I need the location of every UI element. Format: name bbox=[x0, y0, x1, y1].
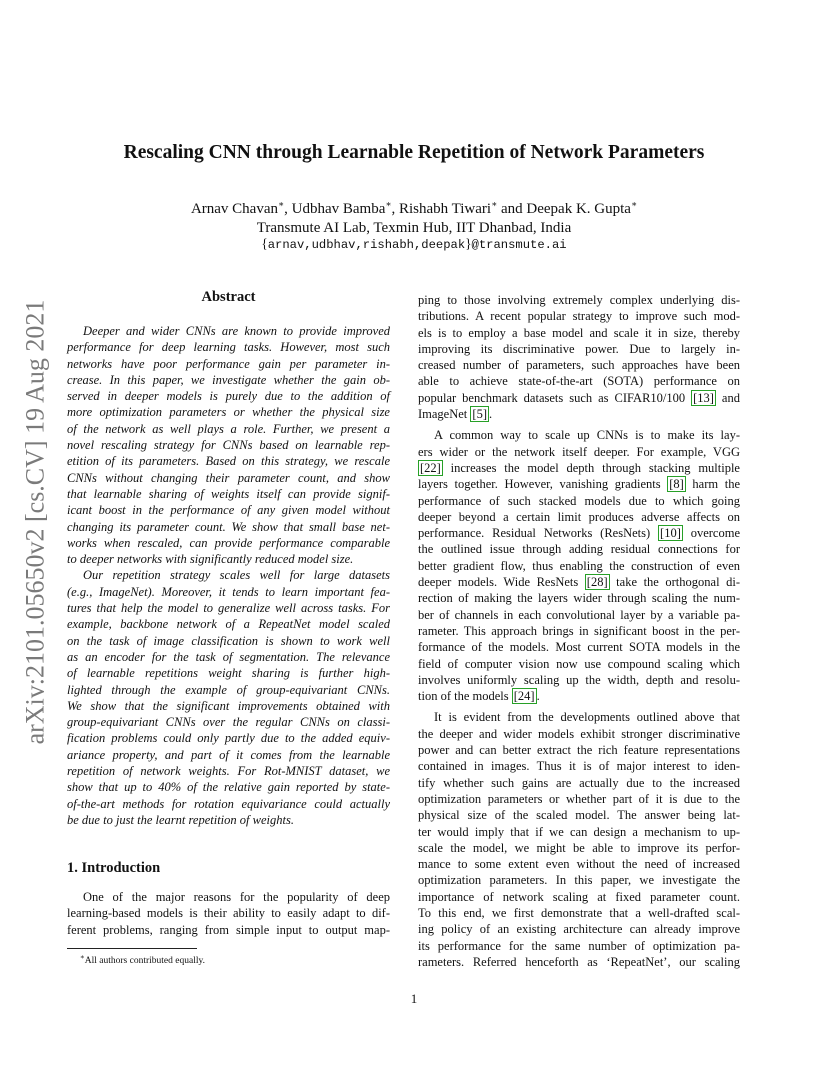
text-line: etition of its parameters. Based on this strategy, we rescale bbox=[67, 454, 390, 469]
text-line: of learnable repetitions weight sharing is further high- bbox=[67, 666, 390, 681]
text-line: repetition of network weights. For Rot-MNIST dataset, we bbox=[67, 764, 390, 779]
email-brace-close: } bbox=[465, 236, 472, 251]
right-column-body bbox=[418, 292, 740, 970]
author-separator: and bbox=[497, 201, 527, 217]
citation-link[interactable]: [10] bbox=[660, 526, 681, 541]
text-line: popular benchmark datasets such as CIFAR10/100 [13] and bbox=[418, 390, 740, 405]
text-line: icant boost in the performance of any given model without bbox=[67, 503, 390, 518]
text-line: formance of the models. Most current SOTA models in the bbox=[418, 640, 740, 655]
author-name: Arnav Chavan bbox=[190, 201, 278, 217]
footnote-text: All authors contributed equally. bbox=[84, 956, 205, 967]
text-line: ers wider or the network itself deeper. For example, VGG bbox=[418, 444, 740, 459]
author-name: Rishabh Tiwari bbox=[398, 201, 492, 217]
text-line: tify whether such gains are actually due to the increased bbox=[418, 775, 740, 790]
section-heading-introduction: 1. Introduction bbox=[67, 860, 161, 876]
text-line: contained in images. Thus it is of major interest to iden- bbox=[418, 759, 740, 774]
text-line: optimization parameters. In this paper, we investigate the bbox=[418, 873, 740, 888]
text-line: We show that the significant improvements obtained with bbox=[67, 698, 390, 713]
text-line: It is evident from the developments outlined above that bbox=[434, 710, 740, 725]
text-line: ping to those involving extremely complex underlying dis- bbox=[418, 293, 740, 307]
text-line: deeper beyond a certain limit produces adverse affects on bbox=[418, 509, 740, 524]
text-line: optimization parameters or whether part of it is due to the bbox=[418, 791, 740, 806]
text-line: CNNs without changing their parameter count, and show bbox=[67, 470, 390, 485]
text-line: performance of such stacked models due to which going bbox=[418, 493, 740, 508]
text-line: learning-based models is their ability to easily adapt to dif- bbox=[67, 906, 390, 921]
text-line: example, backbone network of a RepeatNet model scaled bbox=[67, 617, 390, 632]
email-domain: @transmute.ai bbox=[471, 238, 567, 252]
author-list bbox=[60, 195, 768, 219]
affiliation: Transmute AI Lab, Texmin Hub, IIT Dhanbad, India bbox=[256, 220, 572, 236]
citation-link[interactable]: [5] bbox=[472, 407, 487, 422]
text-line: involves uniformly scaling up the width, depth and resolu- bbox=[418, 672, 740, 687]
text-line: ferent problems, ranging from simple input to output map- bbox=[67, 922, 390, 937]
citation-link[interactable]: [24] bbox=[513, 689, 535, 704]
footnote bbox=[80, 953, 205, 966]
text-line: deeper models. Wide ResNets [28] take the orthogonal di- bbox=[418, 575, 740, 590]
citation-link[interactable]: [28] bbox=[586, 575, 608, 590]
author-mark: ∗ bbox=[278, 199, 285, 209]
arxiv-stamp bbox=[20, 282, 50, 762]
email-line[interactable] bbox=[60, 236, 768, 252]
author-name: Udbhav Bamba bbox=[291, 201, 386, 217]
text-line: creased number of parameters, such approaches have been bbox=[418, 358, 740, 373]
text-line: Our repetition strategy scales well for large datasets bbox=[83, 568, 390, 583]
text-line: importance of network scaling at fixed parameter count. bbox=[418, 889, 740, 904]
text-line: improving its discriminative power. Due to largely in- bbox=[418, 341, 740, 356]
email-users: arnav,udbhav,rishabh,deepak bbox=[267, 238, 466, 252]
text-line: changing its parameter count. We show that small base net- bbox=[67, 519, 390, 534]
author-block bbox=[60, 195, 768, 238]
text-line: works when rescaled, can provide performance comparable bbox=[67, 535, 390, 550]
text-line: ter would imply that if we can design a mechanism to up- bbox=[418, 824, 740, 839]
arxiv-stamp-text: arXiv:2101.05650v2 [cs.CV] 19 Aug 2021 bbox=[20, 299, 50, 745]
author-mark: ∗ bbox=[385, 199, 392, 209]
text-line: els is to employ a base model and scale it in size, thereby bbox=[418, 325, 740, 340]
text-line: group-equivariant CNNs over the regular CNNs on classi- bbox=[67, 715, 390, 730]
text-line: field of computer vision now use compound scaling which bbox=[418, 656, 740, 671]
footnote-mark: ∗ bbox=[80, 953, 85, 961]
text-line: tures that help the model to generalize well across tasks. For bbox=[67, 601, 390, 616]
author-name: Deepak K. Gupta bbox=[526, 201, 631, 217]
citation-link[interactable]: [13] bbox=[693, 390, 714, 405]
text-line: of-the-art methods for rotation equivariance could actually bbox=[67, 796, 390, 811]
text-line: (e.g., ImageNet). Moreover, it tends to learn important fea- bbox=[67, 584, 390, 599]
text-line: rameter. This approach brings in significant boost in the per- bbox=[418, 623, 740, 638]
text-line: its performance for the same number of optimization pa- bbox=[418, 938, 740, 953]
text-line: rection of making the layers wider through scaling the num- bbox=[418, 591, 740, 606]
text-line: networks have poor performance gain per parameter in- bbox=[67, 356, 390, 371]
author-separator: , bbox=[284, 201, 292, 217]
text-line: the outlined issue through adding residual connections for bbox=[418, 542, 740, 557]
text-line: able to achieve state-of-the-art (SOTA) performance on bbox=[418, 374, 740, 389]
text-line: show that up to 40% of the relative gain reported by state- bbox=[67, 780, 390, 795]
author-mark: ∗ bbox=[491, 199, 498, 209]
text-line: [22] increases the model depth through stacking multiple bbox=[420, 460, 740, 475]
paper-title: Rescaling CNN through Learnable Repetition of Network Parameters bbox=[123, 142, 705, 163]
text-line: performance for deep learning tasks. However, most such bbox=[67, 340, 390, 355]
text-line: scale the model, we might be able to improve its perfor- bbox=[418, 840, 740, 855]
text-line: fication problems could only partly due to the added equiv- bbox=[67, 731, 390, 746]
text-line: ing policy of an existing architecture can already improve bbox=[418, 922, 740, 937]
text-line: better gradient flow, thus enabling the construction of even bbox=[418, 558, 740, 573]
email-brace-open: { bbox=[261, 236, 268, 251]
text-line: performance. Residual Networks (ResNets) [10] overcome bbox=[418, 526, 740, 541]
text-line: physical size of the scaled model. The answer being lat- bbox=[418, 808, 740, 823]
author-separator: , bbox=[391, 201, 399, 217]
text-line: lighted through the example of group-equivariant CNNs. bbox=[67, 682, 390, 697]
text-line: rameters. Referred henceforth as ‘RepeatNet’, our scaling bbox=[418, 954, 740, 969]
author-mark: ∗ bbox=[630, 199, 638, 209]
text-line: that learnable sharing of weights itself can provide signif- bbox=[67, 486, 390, 501]
abstract-heading: Abstract bbox=[201, 289, 256, 305]
text-line: tributions. A recent popular strategy to improve such mod- bbox=[418, 309, 740, 324]
text-line: of the network as well plays a role. Further, we present a bbox=[67, 421, 390, 436]
text-line: ber of channels in each convolutional layer by a variable pa- bbox=[418, 607, 740, 622]
introduction-body bbox=[67, 889, 390, 938]
text-line: A common way to scale up CNNs is to make its lay- bbox=[434, 428, 740, 443]
text-line: the deeper and wider models exhibit stronger discriminative bbox=[418, 726, 740, 741]
text-line: on the task of image classification is shown to work well bbox=[67, 633, 390, 648]
text-line: novel rescaling strategy for CNNs based on learnable rep- bbox=[67, 438, 390, 453]
text-line: Deeper and wider CNNs are known to provide improved bbox=[83, 324, 390, 338]
text-line: ImageNet [5] . bbox=[418, 407, 493, 422]
text-line: One of the major reasons for the popularity of deep bbox=[83, 890, 390, 904]
citation-link[interactable]: [22] bbox=[420, 460, 441, 475]
text-line: be due to just the learnt repetition of weights. bbox=[67, 812, 294, 827]
text-line: as an encoder for the task of segmentation. The relevance bbox=[67, 649, 390, 664]
text-line: layers together. However, vanishing gradients [8] harm the bbox=[418, 477, 740, 492]
text-line: tion of the models [24] . bbox=[418, 689, 540, 704]
text-line: served in deeper models is purely due to the addition of bbox=[67, 389, 390, 404]
text-line: power and can better extract the rich feature representations bbox=[418, 743, 740, 758]
text-line: to deeper networks with significantly reduced model size. bbox=[67, 552, 354, 567]
text-line: ariance property, and part of it comes from the learnable bbox=[67, 747, 390, 762]
text-line: crease. In this paper, we investigate whether the gain ob- bbox=[67, 372, 390, 387]
page-number: 1 bbox=[410, 991, 418, 1006]
text-line: mance to some extent even without the need of increased bbox=[418, 857, 740, 872]
text-line: To this end, we first demonstrate that a well-drafted scal- bbox=[418, 905, 740, 920]
abstract-body bbox=[67, 323, 390, 828]
text-line: more optimization parameters or whether the physical size bbox=[67, 405, 390, 420]
citation-link[interactable]: [8] bbox=[669, 477, 684, 492]
footnote-rule bbox=[67, 948, 197, 949]
